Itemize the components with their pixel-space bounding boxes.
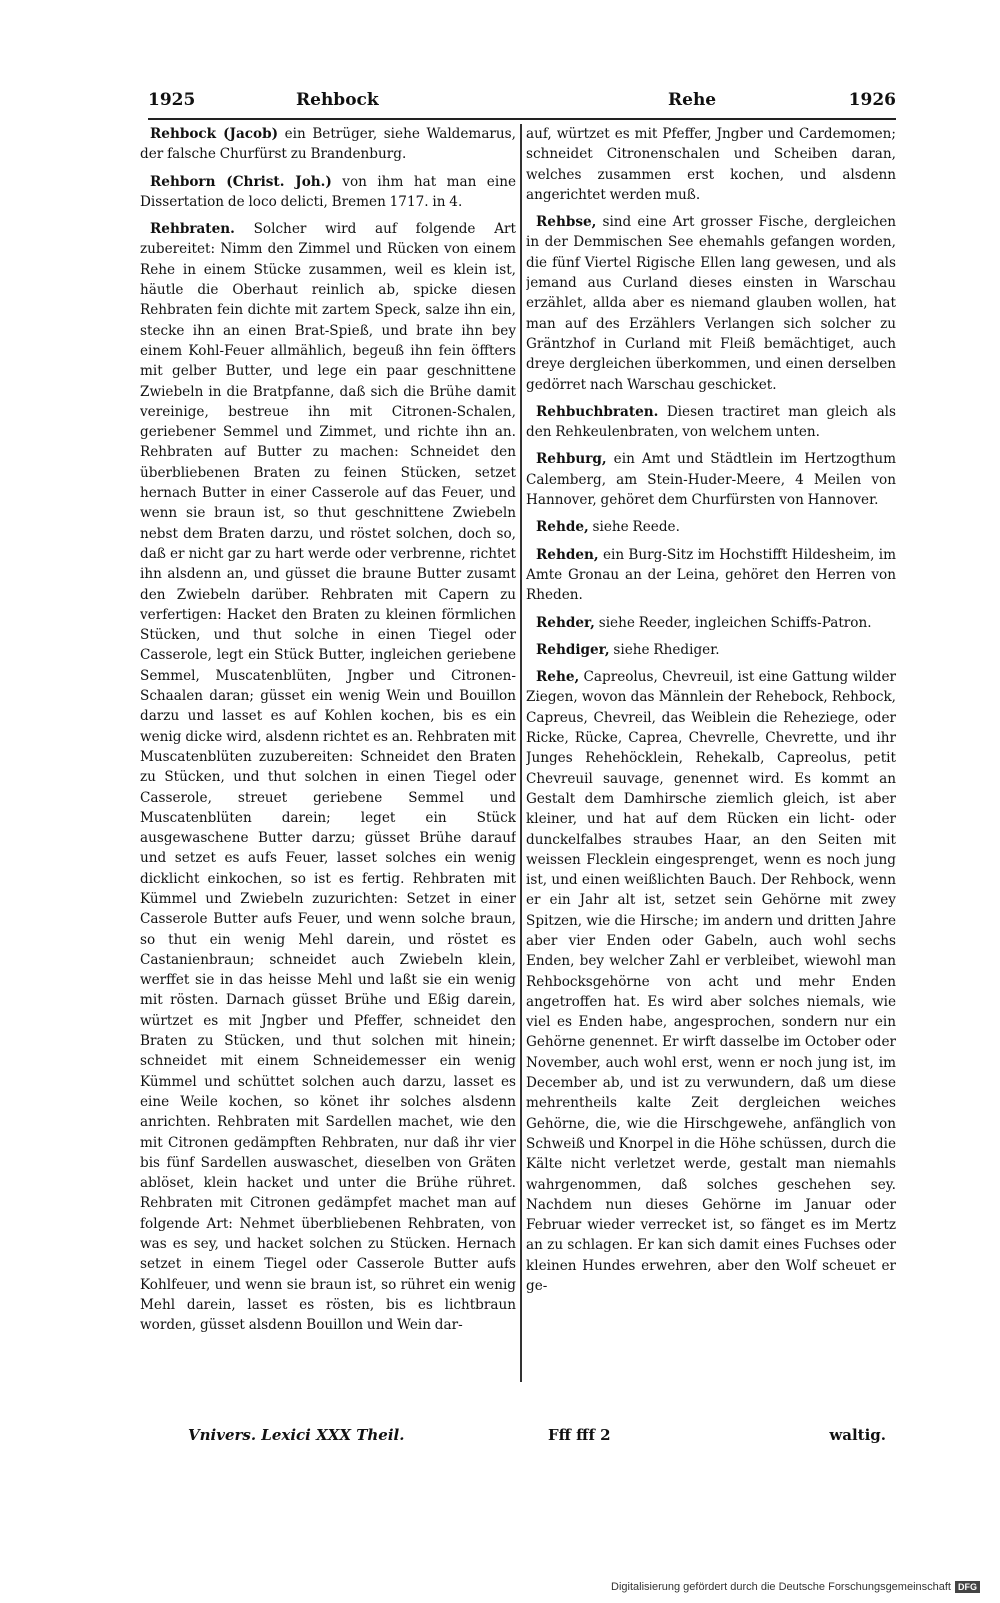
entry-text: von ihm hat man eine Dissertation de loco delicti, Bremen 1717. in 4. bbox=[140, 173, 516, 210]
entry-text: auf, würtzet es mit Pfeffer, Jngber und Cardemomen; schneidet Citronenschalen und Scheiben daran, welches zusammen erst kochen, und alsdenn angerichtet werden muß. bbox=[526, 126, 896, 203]
entry-rehde bbox=[526, 517, 896, 537]
entry-lemma: Rehbuchbraten. bbox=[536, 403, 659, 420]
entry-text: ein Amt und Städtlein im Hertzogthum Calemberg, am Stein-Huder-Meere, 4 Meilen von Hannover, gehöret dem Churfürsten von Hannover. bbox=[526, 451, 896, 509]
entry-lemma: Rehbraten. bbox=[150, 221, 235, 238]
entry-rehden bbox=[526, 545, 896, 606]
entry-text: sind eine Art grosser Fische, dergleichen in der Demmischen See ehemahls gefangen worden, die fünf Viertel Rigische Ellen lang gewesen, und als jemand aus Curland dieses einsten in Warschau erzählet, allda aber es niemand glauben wollen, hat man auf des Erzählers Verlangen sich solcher zu Gräntzhof in Curland mit Fleiß bemächtiget, auch dreye dergleichen überkommen, und einen derselben gedörret nach Warschau geschicket. bbox=[526, 214, 896, 393]
entry-text: ein Betrüger, siehe Waldemarus, der falsche Churfürst zu Brandenburg. bbox=[140, 126, 516, 163]
header-rule bbox=[148, 118, 896, 120]
entry-text: siehe Reede. bbox=[588, 519, 680, 536]
page-footer bbox=[148, 1426, 896, 1452]
credit-text: Digitalisierung gefördert durch die Deutsche Forschungsgemeinschaft bbox=[611, 1581, 951, 1593]
entry-lemma: Rehbock (Jacob) bbox=[150, 126, 279, 142]
entry-rehburg bbox=[526, 449, 896, 510]
running-header bbox=[148, 86, 896, 116]
left-page-number: 1925 bbox=[148, 90, 196, 110]
entry-text: siehe Rhediger. bbox=[609, 641, 720, 658]
signature-left: Vnivers. Lexici XXX Theil. bbox=[188, 1426, 405, 1444]
signature-mark: Fff fff 2 bbox=[548, 1426, 611, 1444]
entry-lemma: Rehburg, bbox=[536, 451, 607, 468]
dfg-logo: DFG bbox=[955, 1581, 980, 1593]
entry-lemma: Rehde, bbox=[536, 519, 589, 536]
right-catchword: Rehe bbox=[668, 90, 717, 110]
catchword: waltig. bbox=[829, 1426, 886, 1444]
entry-lemma: Rehborn (Christ. Joh.) bbox=[150, 173, 332, 190]
digitization-credit bbox=[611, 1581, 980, 1593]
right-column bbox=[526, 124, 896, 1384]
entry-text: siehe Reeder, ingleichen Schiffs-Patron. bbox=[594, 614, 872, 631]
entry-text: Solcher wird auf folgende Art zubereitet: Nimm den Zimmel und Rücken von einem Rehe in einem Stücke zusammen, weil es klein ist, häutle die Oberhaut reinlich ab, spicke diesen Rehbraten fein dichte mit zartem Speck, salze ihn ein, stecke ihn an einen Brat-Spieß, und brate ihn bey einem Kohl-Feuer allmählich, begeuß ihn fein öffters mit gelber Butter, und lege ein paar geschnittene Zwiebeln in die Bratpfanne, daß sich die Brühe damit vereinige, bestreue ihn mit Citronen-Schalen, geriebener Semmel und Zimmet, und richte ihn an. Rehbraten auf Butter zu machen: Schneidet den überbliebenen Braten zu feinen Stücken, setzet hernach Butter in einer Casserole auf das Feuer, und wenn sie braun ist, so thut geschnittene Zwiebeln nebst dem Braten darzu, und röstet solchen, doch so, daß er nicht gar zu hart werde oder verbrenne, richtet ihn alsdenn an, und güsset die braune Butter zusamt den Zwiebeln darüber. Rehbraten mit Capern zu verfertigen: Hacket den Braten zu kleinen förmlichen Stücken, und thut solche in einen Tiegel oder Casserole, legt ein Stück Butter, ingleichen geriebene Semmel, Muscatenblüten, Jngber und Citronen-Schaalen daran; güsset ein wenig Wein und Bouillon darzu und lasset es auf Kohlen kochen, bis es ein wenig dicke wird, alsdenn richtet es an. Rehbraten mit Muscatenblüten zuzubereiten: Schneidet den Braten zu Stücken, und thut solchen in einen Tiegel oder Casserole, streuet geriebene Semmel und Muscatenblüten darein; leget ein Stück ausgewaschene Butter darzu; güsset Brühe darauf und setzet es aufs Feuer, lasset solches ein wenig dicklicht einkochen, so ist es fertig. Rehbraten mit Kümmel und Zwiebeln zuzurichten: Setzet in einer Casserole Butter aufs Feuer, und wenn solche braun, so thut ein wenig Mehl darein, und röstet es Castanienbraun; schneidet auch Zwiebeln klein, werffet sie in das heisse Mehl und laßt sie ein wenig mit rösten. Darnach güsset Brühe und Eßig darein, würtzet es mit Jngber und Pfeffer, schneidet den Braten zu Stücken, und thut solchen mit hinein; schneidet mit einem Schneidemesser ein wenig Kümmel und schüttet solchen auch darzu, lasset es eine Weile kochen, so könet ihr solches alsdenn anrichten. Rehbraten mit Sardellen machet, wie den mit Citronen gedämpften Rehbraten, nur daß ihr vier bis fünf Sardellen auswaschet, dieselben von Gräten ablöset, klein hacket und unter die Brühe rühret. Rehbraten mit Citronen gedämpfet machet man auf folgende Art: Nehmet überbliebenen Rehbraten, von was es sey, und hacket solchen zu Stücken. Hernach setzet in einem Tiegel oder Casserole Butter aufs Kohlfeuer, und wenn sie braun ist, so rühret ein wenig Mehl darein, lasset es rösten, bis es lichtbraun worden, güsset alsdenn Bouillon und Wein dar- bbox=[140, 221, 516, 1334]
column-divider bbox=[520, 124, 522, 1382]
right-page-number: 1926 bbox=[848, 90, 896, 110]
entry-continuation bbox=[526, 124, 896, 205]
entry-rehe bbox=[526, 667, 896, 1296]
entry-lemma: Rehe, bbox=[536, 669, 580, 686]
entry-lemma: Rehden, bbox=[536, 546, 599, 563]
entry-rehbse bbox=[526, 212, 896, 395]
left-catchword: Rehbock bbox=[296, 90, 379, 110]
entry-text: ein Burg-Sitz im Hochstifft Hildesheim, im Amte Gronau an der Leina, gehöret den Herren von Rheden. bbox=[526, 546, 896, 604]
entry-rehbock-jacob bbox=[140, 124, 516, 165]
entry-lemma: Rehdiger, bbox=[536, 641, 610, 658]
entry-text: Diesen tractiret man gleich als den Rehkeulenbraten, von welchem unten. bbox=[526, 403, 896, 441]
entry-rehbraten bbox=[140, 219, 516, 1335]
entry-text: Capreolus, Chevreuil, ist eine Gattung wilder Ziegen, wovon das Männlein der Rehebock, Rehbock, Capreus, Chevreil, das Weiblein die Reheziege, oder Ricke, Rücke, Caprea, Chevrelle, Chevrette, und ihr Junges Rehehöcklein, Rehekalb, Capreolus, petit Chevreuil sauvage, genennet wird. Es kommt an Gestalt dem Damhirsche ziemlich gleich, ist aber kleiner, und hat auf dem Rücken ein licht- oder dunckelfalbes straubes Haar, an den Seiten mit weissen Flecklein eingesprenget, wenn es noch jung ist, und einen weißlichten Bauch. Der Rehbock, wenn er ein Jahr alt ist, setzet sein Gehörne mit zwey Spitzen, wie die Hirsche; im andern und dritten Jahre aber vier Enden oder Gabeln, auch wohl sechs Enden, bey welcher Zahl er verbleibet, wiewohl man Rehbocksgehörne von acht und mehr Enden angetroffen hat. Es wird aber solches niemals, wie viel es Enden habe, angesprochen, sondern nur ein Gehörne genennet. Er wirft dasselbe im October oder November, auch wohl erst, wenn er noch jung ist, im December ab, und ist zu verwundern, daß um diese mehrentheils kalte Zeit dergleichen weiches Gehörne, die, wie die Hirschgewehe, anfänglich von Schweiß und Knorpel in die Höhe schüssen, durch die Kälte nicht verletzet werde, gestalt man niemahls wahrgenommen, daß solches geschehen sey. Nachdem nun dieses Gehörne im Januar oder Februar wieder verrecket ist, so fänget es im Mertz an zu schlagen. Er kan sich damit eines Fuchses oder kleinen Hundes erwehren, aber den Wolf scheuet er ge- bbox=[526, 669, 896, 1295]
entry-rehbuchbraten bbox=[526, 402, 896, 443]
entry-rehborn bbox=[140, 172, 516, 213]
entry-lemma: Rehbse, bbox=[536, 214, 597, 231]
entry-rehder bbox=[526, 613, 896, 633]
left-column bbox=[140, 124, 516, 1384]
entry-rehdiger bbox=[526, 640, 896, 660]
entry-lemma: Rehder, bbox=[536, 614, 595, 631]
